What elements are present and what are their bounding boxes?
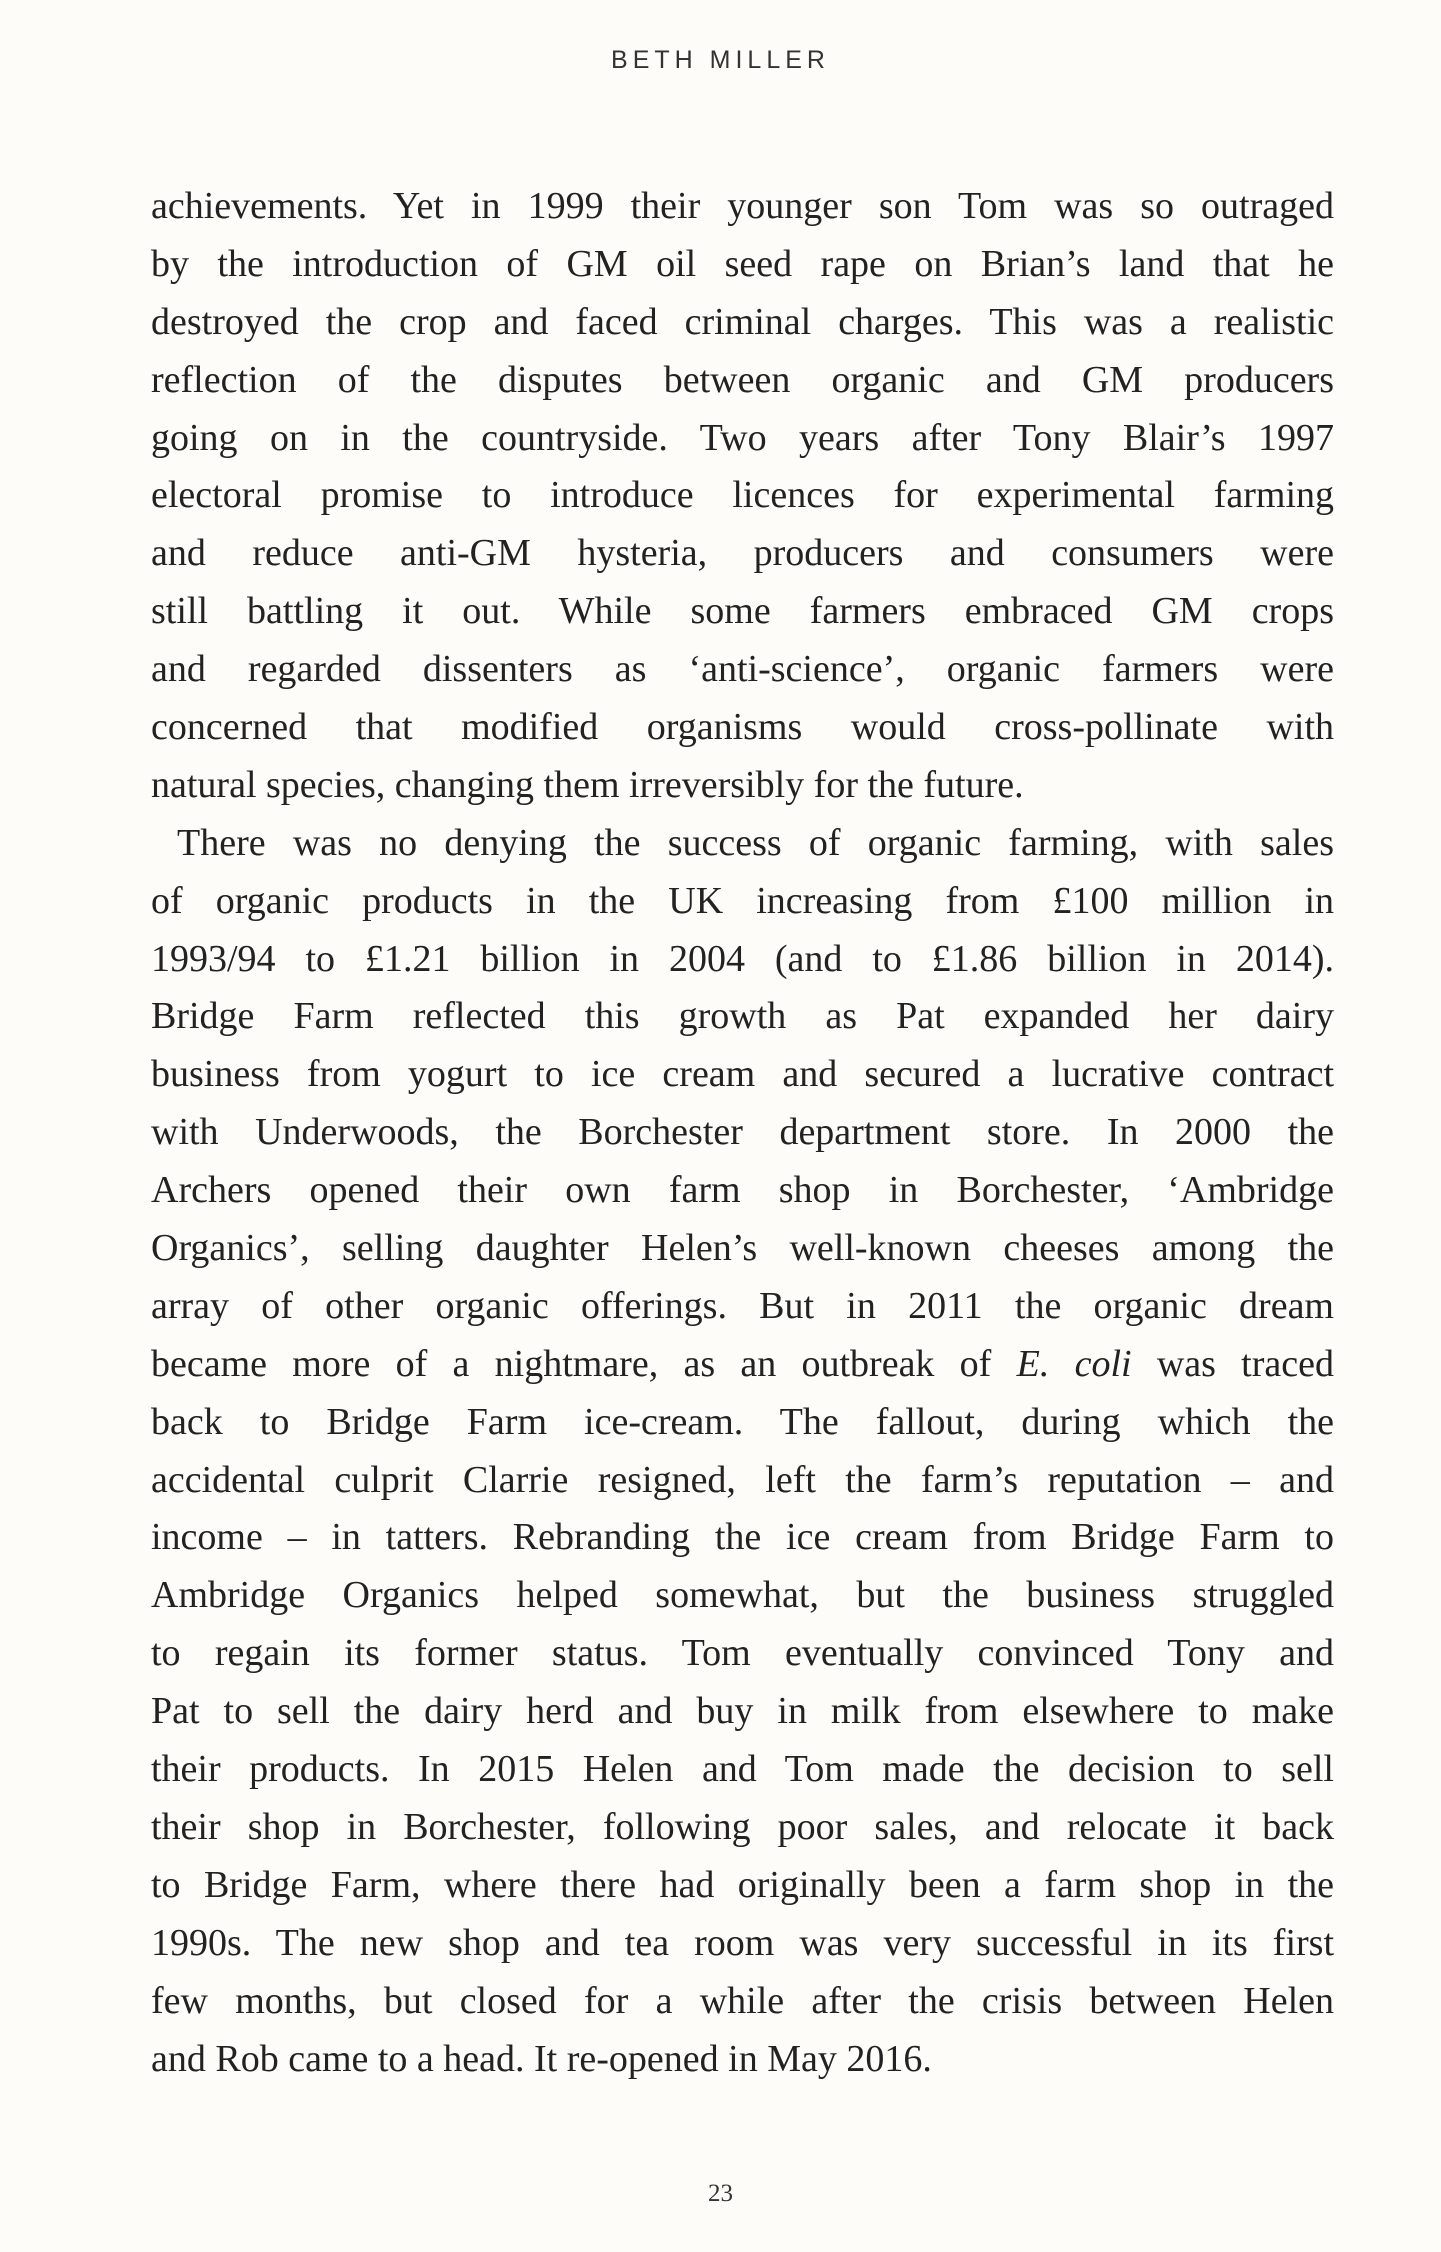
text-line: Bridge Farm reflected this growth as Pat expanded her dairy <box>151 995 1334 1038</box>
text-line: 1990s. The new shop and tea room was very successful in its first <box>151 1921 1334 1964</box>
text-line: business from yogurt to ice cream and secured a lucrative contract <box>151 1053 1334 1096</box>
text-line: Archers opened their own farm shop in Borchester, ‘Ambridge <box>151 1169 1334 1212</box>
text-line: still battling it out. While some farmers embraced GM crops <box>151 590 1334 633</box>
text-line: destroyed the crop and faced criminal charges. This was a realistic <box>151 300 1334 343</box>
text-line: Ambridge Organics helped somewhat, but the business struggled <box>151 1574 1334 1617</box>
text-line: Organics’, selling daughter Helen’s well-known cheeses among the <box>151 1227 1334 1270</box>
text-line: electoral promise to introduce licences for experimental farming <box>151 474 1334 517</box>
text-line: became more of a nightmare, as an outbreak of E. coli was traced <box>151 1342 1334 1385</box>
text-line: going on in the countryside. Two years after Tony Blair’s 1997 <box>151 416 1334 459</box>
text-line: and regarded dissenters as ‘anti-science’, organic farmers were <box>151 648 1334 691</box>
text-line: concerned that modified organisms would cross-pollinate with <box>151 706 1334 749</box>
text-line: their products. In 2015 Helen and Tom made the decision to sell <box>151 1748 1334 1791</box>
text-line: array of other organic offerings. But in 2011 the organic dream <box>151 1284 1334 1327</box>
text-line: natural species, changing them irreversibly for the future. <box>151 763 1024 806</box>
paragraph <box>151 178 1334 815</box>
page-number: 23 <box>708 2180 733 2207</box>
text-line: accidental culprit Clarrie resigned, left the farm’s reputation – and <box>151 1458 1334 1501</box>
body-text <box>151 178 1334 2088</box>
text-line: with Underwoods, the Borchester department store. In 2000 the <box>151 1111 1334 1154</box>
text-line: 1993/94 to £1.21 billion in 2004 (and to £1.86 billion in 2014). <box>151 937 1334 980</box>
running-header: BETH MILLER <box>611 46 830 74</box>
text-line: few months, but closed for a while after the crisis between Helen <box>151 1979 1334 2022</box>
text-line: to Bridge Farm, where there had originally been a farm shop in the <box>151 1863 1334 1906</box>
text-line: of organic products in the UK increasing from £100 million in <box>151 879 1334 922</box>
italic-term: E. coli <box>1016 1342 1132 1385</box>
text-line: by the introduction of GM oil seed rape on Brian’s land that he <box>151 242 1334 285</box>
text-line: Pat to sell the dairy herd and buy in milk from elsewhere to make <box>151 1690 1334 1733</box>
text-line: There was no denying the success of organic farming, with sales <box>177 821 1334 864</box>
text-line: reflection of the disputes between organic and GM producers <box>151 358 1334 401</box>
paragraph <box>151 815 1334 2089</box>
text-line: achievements. Yet in 1999 their younger son Tom was so outraged <box>151 185 1334 227</box>
text-line: their shop in Borchester, following poor sales, and relocate it back <box>151 1805 1334 1848</box>
text-line: and Rob came to a head. It re-opened in May 2016. <box>151 2037 932 2080</box>
text-line: and reduce anti-GM hysteria, producers and consumers were <box>151 532 1334 575</box>
text-line: to regain its former status. Tom eventually convinced Tony and <box>151 1632 1334 1675</box>
text-line: back to Bridge Farm ice-cream. The fallout, during which the <box>151 1400 1334 1443</box>
text-line: income – in tatters. Rebranding the ice cream from Bridge Farm to <box>151 1516 1334 1559</box>
